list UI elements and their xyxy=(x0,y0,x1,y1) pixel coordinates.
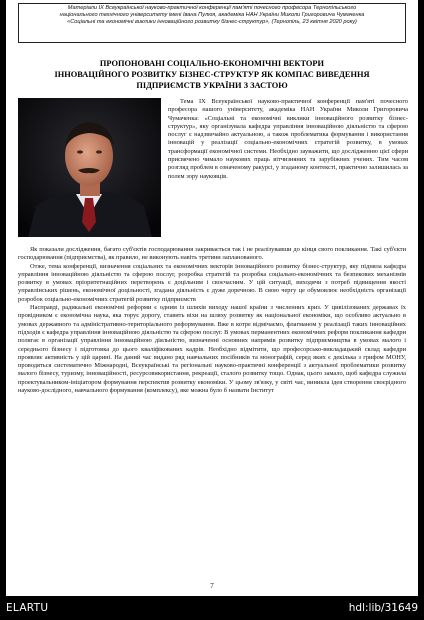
body-paragraph: Як показали дослідження, багато суб'єктів господарювання закривається так і не реалізувавши до кінця свого покликання. Такі суб'єкти господарювання (підприємства), як правило, не виконують навіть третини запланованого. xyxy=(18,246,406,262)
intro-text-column xyxy=(168,98,408,258)
article-body xyxy=(18,246,406,591)
author-portrait-photo xyxy=(18,98,161,237)
header-line: національного технічного університету імені Івана Пулюя, академіка НАН України Миколи Григоровича Чумаченка xyxy=(59,12,365,19)
conference-header xyxy=(18,3,406,43)
body-paragraph: Насправді, радикальні економічні реформи є одним із шляхів виходу нашої країни з численних криз. У цивілізованих державах їх провідником є економічна наука, яка торує дорогу, ставить віхи на шляху розвитку як національної економіки, що особливо актуально в умовах державного та адміністративно-територіального реформування. Вже в котре відмічаємо, флагманом у реалізації таких інноваційних підходів є кафедра управління інноваційною діяльністю та сферою послуг. В умовах перманентних економічних реформ покликання кафедри полягає в організації управління інноваційною діяльністю, визначенні основних напрямів розвитку підприємництва в умовах малого і середнього бізнесу і підготовка до цього кваліфікованих кадрів. Необхідно відмітити, що професорсько-викладацький склад кафедри проявляє активність у цій царині. На даний час видано ряд навчальних посібників та монографій, серед яких є декілька з грифом МОНУ, проводяться систематично Міжнародні, Всеукраїнські та регіональні науково-практичні конференції з актуальної проблематики розвитку малого бізнесу, туризму, інноваційності, ресурсовикористання, рекреації, сталого розвитку тощо. Однак, цього замало, щоб кафедра служила проектувальником-ініціатором формування перспектив розвитку економіки. У цьому зв'язку, у світі час, виникла ідея створення своєрідного науково-дослідного, навчального формування (комплексу), яке можна було б назвати Інститут xyxy=(18,304,406,395)
intro-paragraph: Тема IX Всеукраїнської науково-практичної конференції пам'яті почесного професора нашого університету, академіка НАН України Миколи Григоровича Чумаченка: «Соціальні та економічні виклики інноваційного розвитку бізнес-структур», яку організувала кафедра управління інноваційною діяльністю та сферою послуг є надзвичайно актуальною, а також проблематика формування і використання інновацій у реалізації соціально-економічних стратегій розвитку, в умовах трансформації економічної системи. Необхідно зауважити, що дослідженню цієї сфери присвячено чимало наукових праць вітчизняних та зарубіжних учених. Тим часом розгляд проблем в означеному ракурсі, у згаданому контексті, практично залишилась за полем зору науковців. xyxy=(168,98,408,180)
article-title xyxy=(30,58,394,91)
title-line: ПІДПРИЄМСТВ УКРАЇНИ З ЗАСТОЮ xyxy=(136,81,288,90)
page-number: 7 xyxy=(210,582,214,590)
title-line: ІННОВАЦІЙНОГО РОЗВИТКУ БІЗНЕС-СТРУКТУР ЯК КОМПАС ВИВЕДЕННЯ xyxy=(54,70,370,79)
header-line: Матеріали IX Всеукраїнської науково-практичної конференції пам'яті почесного професора Тернопільського xyxy=(67,5,357,11)
document-page xyxy=(6,0,418,596)
repository-label: ELARTU xyxy=(6,602,49,614)
body-paragraph: Отже, тема конференції, визначення соціальних та економічних векторів інноваційного розвитку бізнес-структур, яку підняла кафедра управління інноваційною діяльністю та сферою послуг, розробка стратегій та розробка соціально-економічних та безпекових механізмів розвитку в умовах пріоритетнаційних перетворень є доцільним і своєчасним. У цій ситуації, виходячи з потреб підвищення якості управлінських рішень, економічної доцільності, згадана діяльність є дуже доречною. В свою чергу це обумовлює необхідність організації розробок соціально-економічних стратегій розвитку підприємств xyxy=(18,262,406,303)
handle-identifier: hdl:lib/31649 xyxy=(348,602,418,614)
title-line: ПРОПОНОВАНІ СОЦІАЛЬНО-ЕКОНОМІЧНІ ВЕКТОРИ xyxy=(99,59,325,68)
header-line: «Соціальні та економічні виклики інноваційного розвитку бізнес-структур», (Тернопіль, 23 квітня 2020 року) xyxy=(67,19,357,26)
portrait-illustration xyxy=(18,98,161,237)
